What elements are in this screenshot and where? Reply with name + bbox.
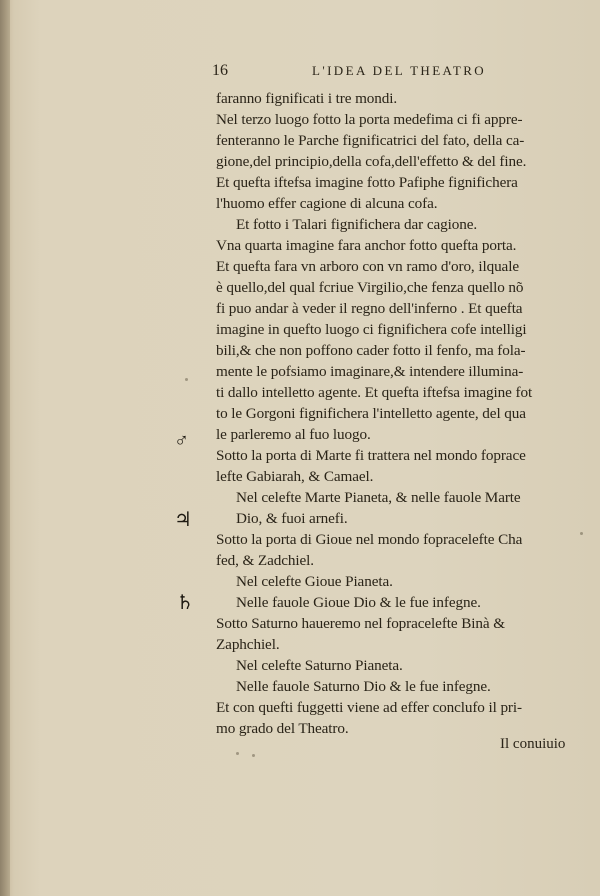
catchword: Il conuiuio	[500, 736, 566, 752]
text-line: faranno fignificati i tre mondi.	[216, 90, 398, 107]
saturn-symbol-icon: ♄	[176, 592, 194, 614]
text-line: bili,& che non poffono cader fotto il fenfo, ma fola-	[216, 342, 526, 359]
text-line: gione,del principio,della cofa,dell'effetto & del fine.	[216, 153, 527, 170]
text-line: mente le pofsiamo imaginare,& intendere illumina-	[216, 363, 524, 380]
text-line: Vna quarta imagine fara anchor fotto quefta porta.	[216, 237, 517, 254]
text-line: Sotto la porta di Gioue nel mondo fopracelefte Cha	[216, 531, 523, 548]
text-line: Nel celefte Gioue Pianeta.	[236, 573, 393, 590]
text-line: mo grado del Theatro.	[216, 720, 349, 737]
page-header	[212, 62, 512, 82]
text-line: le parleremo al fuo luogo.	[216, 426, 371, 443]
text-line: Zaphchiel.	[216, 636, 280, 653]
text-line: to le Gorgoni fignifichera l'intelletto agente, del qua	[216, 405, 526, 422]
text-line: Nel celefte Saturno Pianeta.	[236, 657, 403, 674]
text-line: Nelle fauole Saturno Dio & le fue infegne.	[236, 678, 491, 695]
text-line: Et con quefti fuggetti viene ad effer conclufo il pri-	[216, 699, 522, 716]
text-line: ti dallo intelletto agente. Et quefta iftefsa imagine fot	[216, 384, 533, 401]
page-number: 16	[212, 62, 228, 79]
text-line: Nelle fauole Gioue Dio & le fue infegne.	[236, 594, 481, 611]
jupiter-symbol-icon: ♃	[174, 509, 192, 531]
page-gutter-shadow	[0, 0, 10, 896]
text-line: l'huomo effer cagione di alcuna cofa.	[216, 195, 438, 212]
ink-speck	[252, 754, 255, 757]
ink-speck	[185, 378, 188, 381]
text-line: Nel celefte Marte Pianeta, & nelle fauole Marte	[236, 489, 521, 506]
text-line: fi puo andar à veder il regno dell'inferno . Et quefta	[216, 300, 523, 317]
text-line: Et quefta fara vn arboro con vn ramo d'oro, ilquale	[216, 258, 519, 275]
text-line: Sotto la porta di Marte fi trattera nel mondo foprace	[216, 447, 526, 464]
ink-speck	[580, 532, 583, 535]
mars-symbol-icon: ♂	[174, 430, 189, 452]
text-line: lefte Gabiarah, & Camael.	[216, 468, 374, 485]
text-line: è quello,del qual fcriue Virgilio,che fenza quello nõ	[216, 279, 524, 296]
running-title: L'IDEA DEL THEATRO	[312, 63, 487, 78]
text-line: fed, & Zadchiel.	[216, 552, 314, 569]
text-line: Dio, & fuoi arnefi.	[236, 510, 348, 527]
text-line: imagine in quefto luogo ci fignifichera cofe intelligi	[216, 321, 527, 338]
text-line: Et quefta iftefsa imagine fotto Pafiphe fignifichera	[216, 174, 518, 191]
text-line: Et fotto i Talari fignifichera dar cagione.	[236, 216, 478, 233]
text-line: Nel terzo luogo fotto la porta medefima ci fi appre-	[216, 111, 523, 128]
text-line: Sotto Saturno haueremo nel fopracelefte Binà &	[216, 615, 505, 632]
text-line: fenteranno le Parche fignificatrici del fato, della ca-	[216, 132, 525, 149]
ink-speck	[236, 752, 239, 755]
